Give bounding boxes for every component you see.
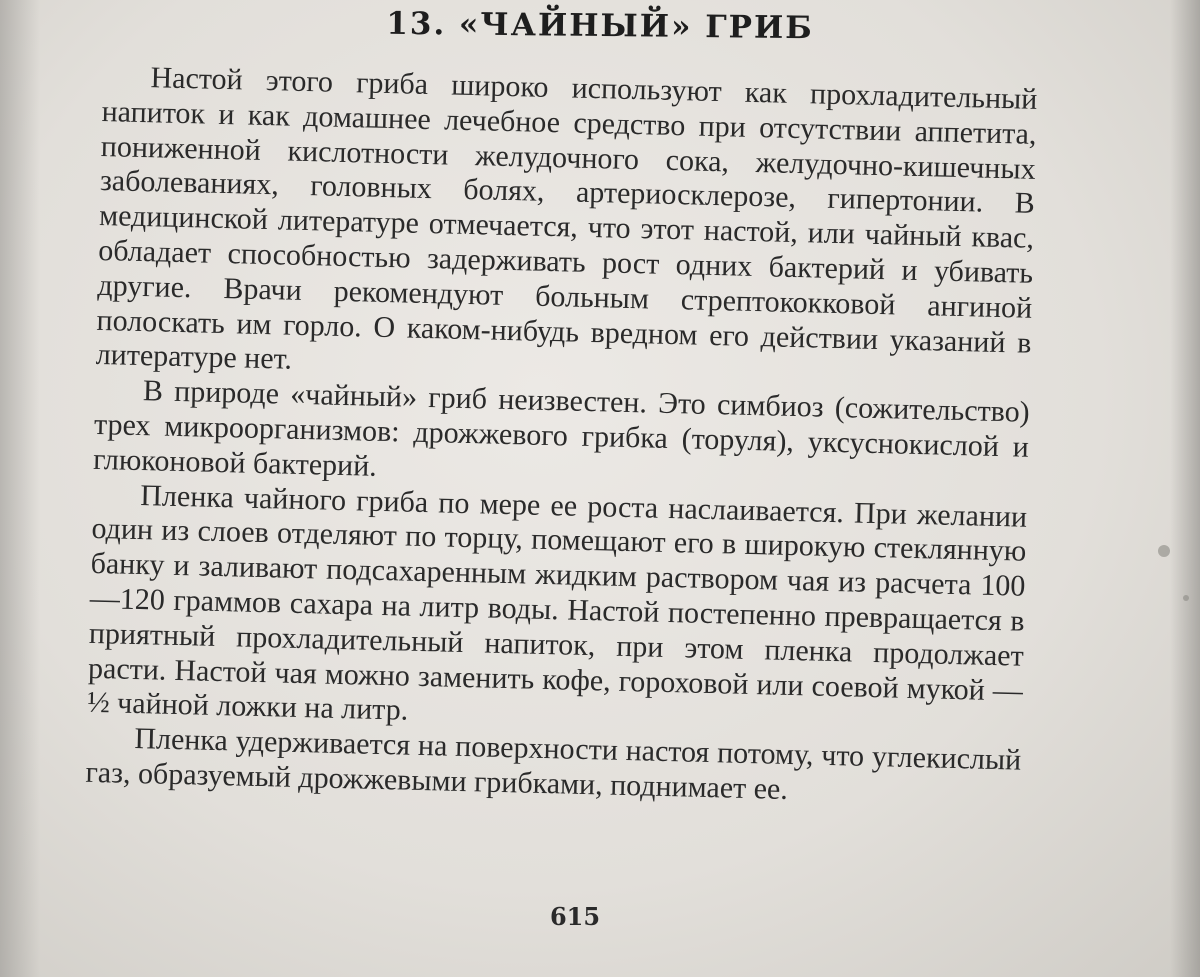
- page-edge-shadow-right: [1170, 0, 1200, 977]
- paper-speck: [1183, 595, 1189, 601]
- paper-speck: [1158, 545, 1170, 557]
- paragraph-3: Пленка чайного гриба по мере ее роста наслаивается. При желании один из слоев отделяют по торцу, помещают его в широкую стеклянную банку и заливают подсахаренным жидким раствором чая из расчета 100—120 граммов сахара на литр воды. Настой постепенно превращается в приятный прохладительный напиток, при этом пленка продолжает расти. Настой чая можно заменить кофе, гороховой или соевой мукой — ½ чайной ложки на литр.: [86, 478, 1028, 727]
- chapter-heading: 13. «ЧАЙНЫЙ» ГРИБ: [386, 5, 814, 47]
- page-edge-shadow-left: [0, 0, 40, 977]
- body-text: [85, 60, 1038, 813]
- paragraph-2: В природе «чайный» гриб неизвестен. Это симбиоз (сожительство) трех микроорганизмов: дрожжевого грибка (торуля), уксуснокислой и глюконовой бактерий.: [92, 374, 1031, 483]
- page-number: 615: [549, 902, 601, 931]
- paragraph-1: Настой этого гриба широко используют как прохладительный напиток и как домашнее лечебное средство при отсутствии аппетита, пониженной кислотности желудочного сока, желудочно-кишечных заболеваниях, головных болях, артериосклерозе, гипертонии. В медицинской литературе отмечается, что этот настой, или чайный квас, обладает способностью задерживать рост одних бактерий и убивать другие. Врачи рекомендуют больным стрептококковой ангиной полоскать им горло. О каком-нибудь вредном его действии указаний в литературе нет.: [95, 61, 1038, 377]
- paragraph-4: Пленка удерживается на поверхности настоя потому, что углекислый газ, образуемый дрожжевыми грибками, поднимает ее.: [85, 722, 1022, 806]
